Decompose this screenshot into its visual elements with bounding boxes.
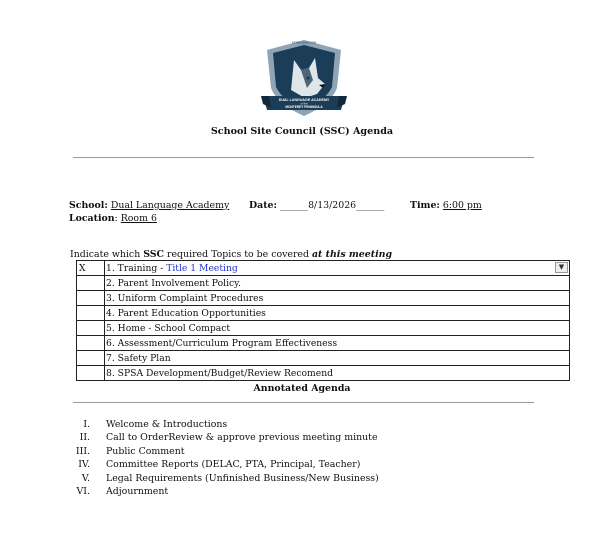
instruction-ssc: SSC: [143, 249, 165, 260]
topic-label: 5. Home - School Compact: [105, 321, 570, 336]
topic-label: 8. SPSA Development/Budget/Review Recomend: [105, 366, 570, 381]
school-field: [69, 200, 229, 211]
list-item: [70, 472, 379, 485]
agenda-number: V.: [81, 472, 90, 484]
topic-label: 4. Parent Education Opportunities: [105, 306, 570, 321]
logo-ring-text: ESTABLISHED 2008: [291, 41, 317, 45]
location-value[interactable]: Room 6: [120, 213, 157, 224]
agenda-number: I.: [83, 419, 90, 430]
agenda-list: [70, 418, 379, 498]
agenda-text: Committee Reports (DELAC, PTA, Principal, Teacher): [106, 459, 361, 471]
list-item: [70, 445, 379, 458]
date-field: [249, 200, 384, 211]
topic-label: 1. Training -: [106, 262, 167, 274]
agenda-text: Welcome & Introductions: [106, 419, 228, 430]
topic-check-cell[interactable]: [77, 276, 105, 291]
training-dropdown-value[interactable]: Title 1 Meeting: [166, 262, 238, 274]
instruction-middle: required Topics to be covered: [164, 249, 312, 260]
time-label: Time:: [410, 200, 440, 211]
school-value[interactable]: Dual Language Academy: [110, 200, 230, 211]
topic-check-cell[interactable]: [77, 366, 105, 381]
agenda-text: Public Comment: [106, 445, 185, 457]
table-row: [77, 366, 570, 381]
topic-check-cell[interactable]: [77, 306, 105, 321]
school-logo: [261, 38, 347, 118]
agenda-text: Legal Requirements (Unfinished Business/New Business): [106, 472, 379, 484]
topics-instruction: [70, 249, 392, 260]
table-row: [77, 291, 570, 306]
topic-check-cell[interactable]: [77, 321, 105, 336]
table-row: [77, 321, 570, 336]
instruction-prefix: Indicate which: [70, 249, 144, 260]
logo-banner-line2: of the: [300, 101, 308, 106]
agenda-number: VI.: [76, 485, 90, 497]
topic-cell: [105, 261, 570, 276]
topic-check-cell[interactable]: [77, 336, 105, 351]
agenda-number: II.: [79, 432, 90, 444]
agenda-number: IV.: [78, 459, 90, 471]
logo-banner-line1: DUAL LANGUAGE ACADEMY: [278, 98, 330, 102]
location-label: Location: [69, 213, 115, 224]
school-label: School:: [69, 200, 108, 211]
table-row: [77, 276, 570, 291]
topic-label: 7. Safety Plan: [105, 351, 570, 366]
chevron-down-icon[interactable]: ▼: [555, 262, 568, 273]
divider: [73, 157, 534, 158]
topics-table: [76, 260, 570, 381]
topic-label: 6. Assessment/Curriculum Program Effectiveness: [105, 336, 570, 351]
location-field: Location: Room 6: [69, 213, 157, 224]
divider: [73, 402, 534, 403]
list-item: [70, 485, 379, 498]
instruction-emphasis: at this meeting: [311, 249, 392, 260]
topic-check-cell[interactable]: [77, 291, 105, 306]
date-value[interactable]: ______8/13/2026______: [279, 200, 385, 211]
page-title: School Site Council (SSC) Agenda: [210, 126, 394, 137]
table-row: [77, 261, 570, 276]
topic-check-cell[interactable]: X: [77, 261, 105, 276]
time-value[interactable]: 6:00 pm: [442, 200, 482, 211]
agenda-text: Adjournment: [106, 485, 169, 497]
topic-check-cell[interactable]: [77, 351, 105, 366]
table-row: [77, 351, 570, 366]
annotated-agenda-heading: Annotated Agenda: [253, 383, 351, 394]
time-field: [410, 200, 482, 211]
table-row: [77, 306, 570, 321]
table-row: [77, 336, 570, 351]
agenda-number: III.: [75, 445, 90, 457]
topic-label: 2. Parent Involvement Policy.: [105, 276, 570, 291]
date-label: Date:: [249, 200, 277, 211]
list-item: [70, 458, 379, 471]
list-item: [70, 418, 379, 431]
topic-label: 3. Uniform Complaint Procedures: [105, 291, 570, 306]
logo-banner-line3: MONTEREY PENINSULA: [285, 105, 323, 109]
list-item: [70, 431, 379, 444]
agenda-text: Call to OrderReview & approve previous meeting minute: [106, 432, 378, 444]
